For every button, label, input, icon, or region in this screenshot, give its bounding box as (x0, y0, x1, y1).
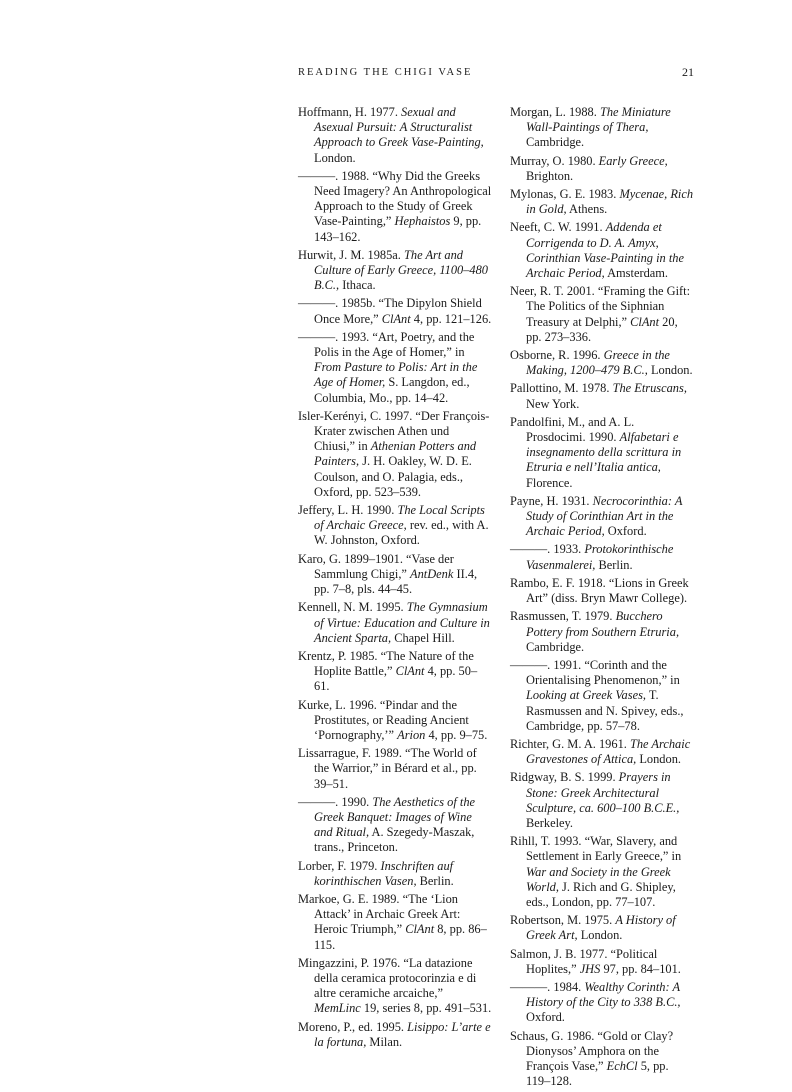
bibliography-entry: Robertson, M. 1975. A History of Greek Art, London. (510, 913, 676, 943)
bibliography-entry: Mingazzini, P. 1976. “La datazione della ceramica protocorinzia e di altre ceramiche arcaiche,” MemLinc 19, series 8, pp. 491–531. (298, 955, 492, 1016)
bibliography-entry: ———. 1991. “Corinth and the Orientalising Phenomenon,” in Looking at Greek Vases, T. Rasmussen and N. Spivey, eds., Cambridge, pp. 57–78. (510, 657, 684, 733)
bibliography-entry: Murray, O. 1980. Early Greece, Brighton. (510, 153, 668, 183)
running-head: READING THE CHIGI VASE (298, 67, 473, 78)
bibliography-entry: ———. 1990. The Aesthetics of the Greek Banquet: Images of Wine and Ritual, A. Szegedy-Maszak, trans., Princeton. (298, 794, 476, 855)
bibliography-entry: Isler-Kerényi, C. 1997. “Der François-Krater zwischen Athen und Chiusi,” in Athenian Potters and Painters, J. H. Oakley, W. D. E. Coulson, and O. Palagia, eds., Oxford, pp. 523–539. (298, 408, 490, 499)
bibliography-entry: Rasmussen, T. 1979. Bucchero Pottery from Southern Etruria, Cambridge. (510, 609, 680, 654)
bibliography-entry: ———. 1985b. “The Dipylon Shield Once More,” ClAnt 4, pp. 121–126. (298, 296, 492, 326)
bibliography-entry: Pallottino, M. 1978. The Etruscans, New York. (510, 381, 687, 411)
bibliography-entry: ———. 1988. “Why Did the Greeks Need Imagery? An Anthropological Approach to the Study of Greek Vase-Painting,” Hephaistos 9, pp. 143–162. (298, 168, 492, 244)
bibliography-entry: ———. 1984. Wealthy Corinth: A History of the City to 338 B.C., Oxford. (510, 979, 681, 1025)
bibliography-entry: ———. 1933. Protokorinthische Vasenmalerei, Berlin. (510, 542, 674, 572)
bibliography-entry: Kennell, N. M. 1995. The Gymnasium of Virtue: Education and Culture in Ancient Sparta, Chapel Hill. (298, 600, 490, 645)
bibliography-entry: Lorber, F. 1979. Inschriften auf korinthischen Vasen, Berlin. (298, 858, 454, 888)
bibliography-entry: Ridgway, B. S. 1999. Prayers in Stone: Greek Architectural Sculpture, ca. 600–100 B.C.E., Berkeley. (510, 770, 680, 830)
bibliography-entry: Schaus, G. 1986. “Gold or Clay? Dionysos’ Amphora on the François Vase,” EchCl 5, pp. 119–128. (510, 1028, 674, 1089)
bibliography-entry: Rambo, E. F. 1918. “Lions in Greek Art” (diss. Bryn Mawr College). (510, 575, 689, 606)
bibliography-entry: Jeffery, L. H. 1990. The Local Scripts of Archaic Greece, rev. ed., with A. W. Johnston, Oxford. (298, 503, 489, 548)
bibliography-entry: Neer, R. T. 2001. “Framing the Gift: The Politics of the Siphnian Treasury at Delphi,” ClAnt 20, pp. 273–336. (510, 284, 691, 344)
bibliography-entry: Pandolfini, M., and A. L. Prosdocimi. 1990. Alfabetari e insegnamento della scrittura in Etruria e nell’Italia antica, Florence. (510, 414, 682, 490)
bibliography-entry: Lissarrague, F. 1989. “The World of the Warrior,” in Bérard et al., pp. 39–51. (298, 746, 477, 791)
bibliography-left-column (298, 105, 508, 1053)
bibliography-entry: Richter, G. M. A. 1961. The Archaic Gravestones of Attica, London. (510, 736, 691, 767)
page-number: 21 (682, 65, 694, 79)
bibliography-entry: Kurke, L. 1996. “Pindar and the Prostitutes, or Reading Ancient ‘Pornography,’” Arion 4, pp. 9–75. (298, 697, 488, 742)
bibliography-entry: Krentz, P. 1985. “The Nature of the Hoplite Battle,” ClAnt 4, pp. 50–61. (298, 648, 478, 694)
bibliography-entry: Salmon, J. B. 1977. “Political Hoplites,” JHS 97, pp. 84–101. (510, 946, 681, 976)
bibliography-entry: Morgan, L. 1988. The Miniature Wall-Paintings of Thera, Cambridge. (510, 105, 671, 150)
bibliography-right-column (510, 105, 710, 1092)
bibliography-entry: Markoe, G. E. 1989. “The ‘Lion Attack’ in Archaic Greek Art: Heroic Triumph,” ClAnt 8, pp. 86–115. (298, 891, 487, 952)
bibliography-entry: Hoffmann, H. 1977. Sexual and Asexual Pursuit: A Structuralist Approach to Greek Vase-Painting, London. (298, 105, 484, 165)
bibliography-entry: Neeft, C. W. 1991. Addenda et Corrigenda to D. A. Amyx, Corinthian Vase-Painting in the Archaic Period, Amsterdam. (510, 220, 684, 281)
bibliography-entry: ———. 1993. “Art, Poetry, and the Polis in the Age of Homer,” in From Pasture to Polis: Art in the Age of Homer, S. Langdon, ed., Columbia, Mo., pp. 14–42. (298, 329, 478, 405)
bibliography-entry: Payne, H. 1931. Necrocorinthia: A Study of Corinthian Art in the Archaic Period, Oxford. (510, 493, 683, 539)
bibliography-entry: Osborne, R. 1996. Greece in the Making, 1200–479 B.C., London. (510, 348, 693, 378)
bibliography-entry: Karo, G. 1899–1901. “Vase der Sammlung Chigi,” AntDenk II.4, pp. 7–8, pls. 44–45. (298, 551, 478, 597)
bibliography-entry: Hurwit, J. M. 1985a. The Art and Culture of Early Greece, 1100–480 B.C., Ithaca. (298, 247, 489, 293)
bibliography-entry: Moreno, P., ed. 1995. Lisippo: L’arte e la fortuna, Milan. (298, 1019, 491, 1049)
bibliography-entry: Rihll, T. 1993. “War, Slavery, and Settlement in Early Greece,” in War and Society in the Greek World, J. Rich and G. Shipley, eds., London, pp. 77–107. (510, 834, 682, 909)
bibliography-entry: Mylonas, G. E. 1983. Mycenae, Rich in Gold, Athens. (510, 187, 694, 217)
